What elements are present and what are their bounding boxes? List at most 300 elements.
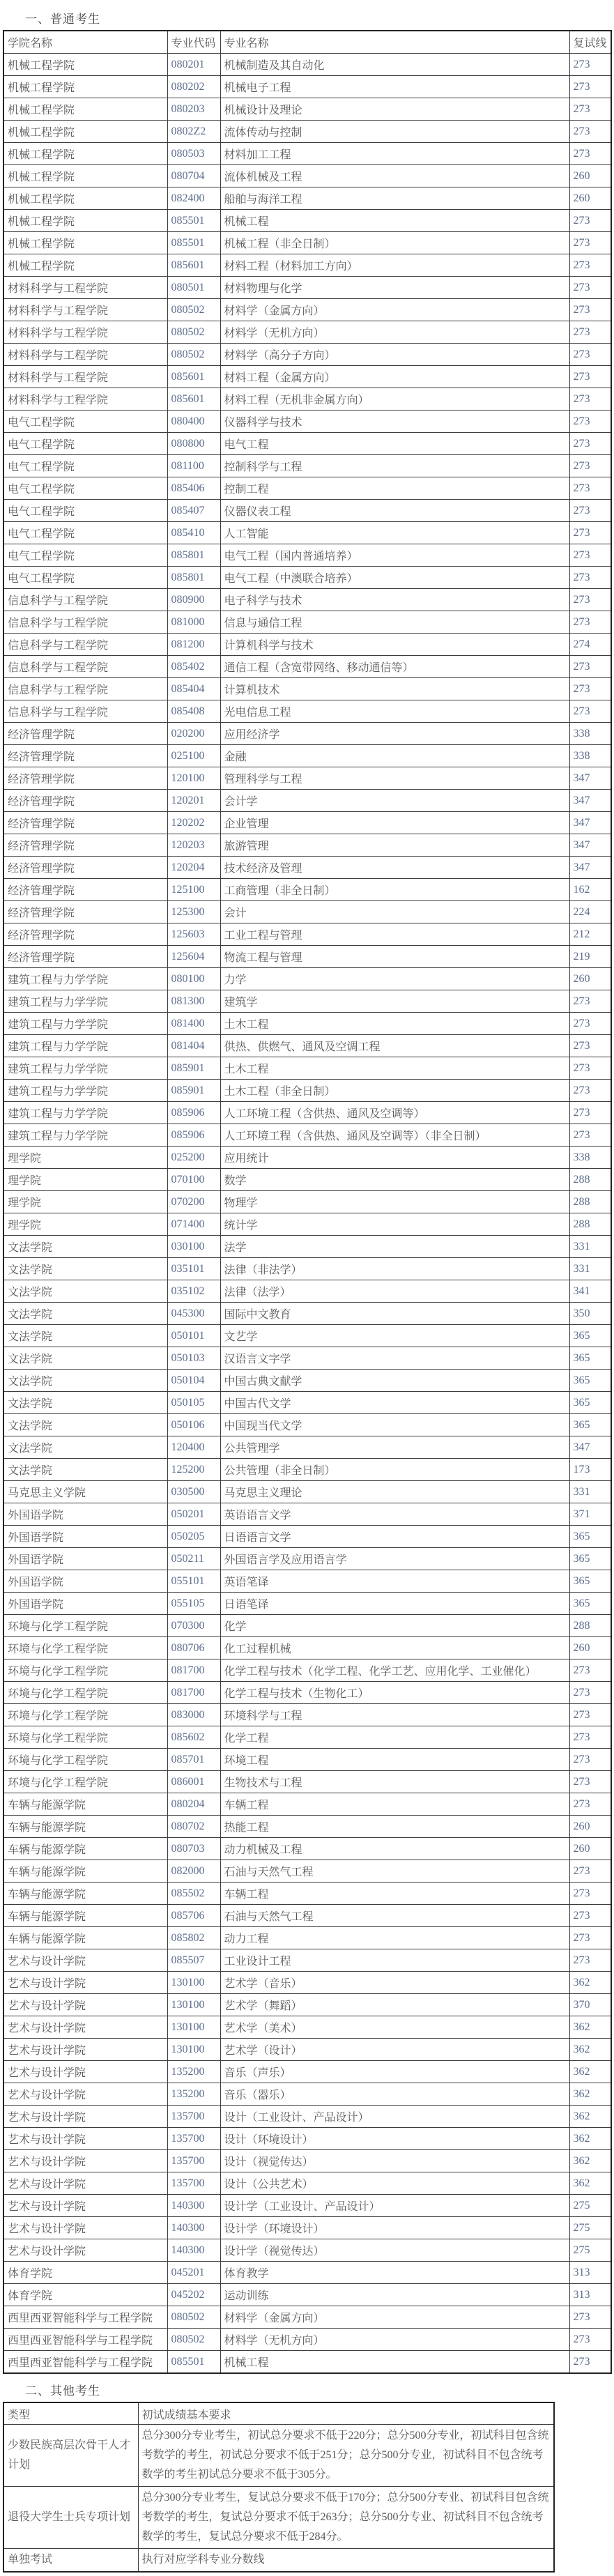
cell: 080503 bbox=[167, 143, 220, 165]
table-row bbox=[3, 1526, 611, 1548]
table-row bbox=[3, 143, 611, 165]
cell: 管理科学与工程 bbox=[220, 767, 569, 790]
cell: 文艺学 bbox=[220, 1325, 569, 1347]
cell: 工商管理（非全日制） bbox=[220, 879, 569, 901]
cell: 材料科学与工程学院 bbox=[3, 299, 167, 321]
cell: 艺术与设计学院 bbox=[3, 2016, 167, 2039]
section2-title: 二、其他考生 bbox=[25, 2384, 100, 2398]
cell: 材料科学与工程学院 bbox=[3, 344, 167, 366]
cell: 365 bbox=[569, 1325, 611, 1347]
cell: 085706 bbox=[167, 1905, 220, 1927]
cell: 经济管理学院 bbox=[3, 767, 167, 790]
cell: 080703 bbox=[167, 1838, 220, 1860]
cell: 艺术与设计学院 bbox=[3, 2172, 167, 2195]
cell: 288 bbox=[569, 1615, 611, 1637]
table-row bbox=[3, 567, 611, 589]
cell: 273 bbox=[569, 1035, 611, 1057]
cell: 347 bbox=[569, 857, 611, 879]
table-row bbox=[3, 76, 611, 98]
cell: 085602 bbox=[167, 1726, 220, 1749]
table-row bbox=[3, 879, 611, 901]
cell: 车辆与能源学院 bbox=[3, 1816, 167, 1838]
cell: 经济管理学院 bbox=[3, 790, 167, 812]
cell: 025200 bbox=[167, 1147, 220, 1169]
cell: 金融 bbox=[220, 745, 569, 767]
cell: 艺术与设计学院 bbox=[3, 2128, 167, 2150]
cell: 273 bbox=[569, 277, 611, 299]
cell: 085601 bbox=[167, 388, 220, 411]
cell: 仪器仪表工程 bbox=[220, 500, 569, 522]
table-row bbox=[3, 1370, 611, 1392]
cell: 艺术与设计学院 bbox=[3, 2239, 167, 2262]
cell: 文法学院 bbox=[3, 1236, 167, 1258]
cell: 数学 bbox=[220, 1169, 569, 1191]
cell: 信息科学与工程学院 bbox=[3, 589, 167, 611]
cell: 071400 bbox=[167, 1213, 220, 1236]
cell: 信息科学与工程学院 bbox=[3, 611, 167, 634]
table-row bbox=[3, 1838, 611, 1860]
table-header-row bbox=[3, 2402, 554, 2425]
table-row bbox=[3, 1080, 611, 1102]
table-row bbox=[3, 1481, 611, 1503]
cell: 建筑工程与力学学院 bbox=[3, 1013, 167, 1035]
cell: 331 bbox=[569, 1236, 611, 1258]
cell: 260 bbox=[569, 187, 611, 210]
cell: 120100 bbox=[167, 767, 220, 790]
table-row bbox=[3, 1793, 611, 1816]
table-row bbox=[3, 1637, 611, 1659]
cell: 365 bbox=[569, 1548, 611, 1570]
column-header-requirement: 初试成绩基本要求 bbox=[138, 2402, 554, 2425]
cell: 085801 bbox=[167, 567, 220, 589]
cell: 法律（法学） bbox=[220, 1280, 569, 1303]
table-row bbox=[3, 1860, 611, 1883]
cell: 建筑工程与力学学院 bbox=[3, 1035, 167, 1057]
cell: 273 bbox=[569, 1883, 611, 1905]
cell: 273 bbox=[569, 1080, 611, 1102]
cell: 经济管理学院 bbox=[3, 879, 167, 901]
cell: 030100 bbox=[167, 1236, 220, 1258]
cell: 艺术学（设计） bbox=[220, 2039, 569, 2061]
cell: 材料工程（金属方向） bbox=[220, 366, 569, 388]
cell: 艺术学（舞蹈） bbox=[220, 1994, 569, 2016]
table-row bbox=[3, 433, 611, 455]
cell: 085906 bbox=[167, 1124, 220, 1147]
cell: 电气工程学院 bbox=[3, 433, 167, 455]
cell: 273 bbox=[569, 1659, 611, 1682]
cell: 技术经济及管理 bbox=[220, 857, 569, 879]
cell: 273 bbox=[569, 2306, 611, 2329]
cell: 273 bbox=[569, 1949, 611, 1972]
cell: 260 bbox=[569, 1838, 611, 1860]
cell: 080706 bbox=[167, 1637, 220, 1659]
cell: 材料学（高分子方向） bbox=[220, 344, 569, 366]
cell: 080501 bbox=[167, 277, 220, 299]
cell: 音乐（器乐） bbox=[220, 2083, 569, 2106]
cell: 080204 bbox=[167, 1793, 220, 1816]
cell: 313 bbox=[569, 2262, 611, 2284]
table-row bbox=[3, 946, 611, 968]
cell: 信息与通信工程 bbox=[220, 611, 569, 634]
cell: 环境与化学工程学院 bbox=[3, 1749, 167, 1771]
cell: 仪器科学与技术 bbox=[220, 411, 569, 433]
table-row bbox=[3, 254, 611, 277]
cell: 070100 bbox=[167, 1169, 220, 1191]
cell: 350 bbox=[569, 1303, 611, 1325]
cell: 020200 bbox=[167, 723, 220, 745]
cell: 080400 bbox=[167, 411, 220, 433]
cell: 035101 bbox=[167, 1258, 220, 1280]
table-row bbox=[3, 1949, 611, 1972]
cell: 人工智能 bbox=[220, 522, 569, 544]
cell: 050104 bbox=[167, 1370, 220, 1392]
cell: 135700 bbox=[167, 2172, 220, 2195]
cell: 艺术学（音乐） bbox=[220, 1972, 569, 1994]
table-row bbox=[3, 1258, 611, 1280]
table-row bbox=[3, 2239, 611, 2262]
cell: 273 bbox=[569, 567, 611, 589]
cell: 体育学院 bbox=[3, 2284, 167, 2306]
cell: 车辆与能源学院 bbox=[3, 1838, 167, 1860]
cell: 设计（视觉传达） bbox=[220, 2150, 569, 2172]
column-header-type: 类型 bbox=[3, 2402, 138, 2425]
cell: 362 bbox=[569, 2061, 611, 2083]
cell: 050105 bbox=[167, 1392, 220, 1414]
cell: 应用经济学 bbox=[220, 723, 569, 745]
cell: 085802 bbox=[167, 1927, 220, 1949]
table-row bbox=[3, 1659, 611, 1682]
table-row bbox=[3, 745, 611, 767]
cell: 热能工程 bbox=[220, 1816, 569, 1838]
table-row bbox=[3, 812, 611, 834]
cell: 120203 bbox=[167, 834, 220, 857]
cell: 化学工程与技术（化学工程、化学工艺、应用化学、工业催化） bbox=[220, 1659, 569, 1682]
table-row bbox=[3, 366, 611, 388]
cell: 130100 bbox=[167, 2016, 220, 2039]
cell: 085408 bbox=[167, 700, 220, 723]
table-row bbox=[3, 1057, 611, 1080]
cell: 环境与化学工程学院 bbox=[3, 1726, 167, 1749]
cell: 273 bbox=[569, 76, 611, 98]
cell: 120204 bbox=[167, 857, 220, 879]
cell: 材料学（无机方向） bbox=[220, 2329, 569, 2351]
cell: 西里西亚智能科学与工程学院 bbox=[3, 2351, 167, 2374]
cell: 外国语学院 bbox=[3, 1526, 167, 1548]
cell: 中国现当代文学 bbox=[220, 1414, 569, 1436]
cell: 273 bbox=[569, 1749, 611, 1771]
table-row bbox=[3, 589, 611, 611]
table-row bbox=[3, 611, 611, 634]
table-row bbox=[3, 2262, 611, 2284]
cell: 338 bbox=[569, 745, 611, 767]
column-header-major-name: 专业名称 bbox=[220, 31, 569, 54]
cell: 电气工程学院 bbox=[3, 500, 167, 522]
cell: 会计学 bbox=[220, 790, 569, 812]
table-row bbox=[3, 1972, 611, 1994]
cell: 050211 bbox=[167, 1548, 220, 1570]
cell: 338 bbox=[569, 1147, 611, 1169]
cell: 085901 bbox=[167, 1057, 220, 1080]
table-row bbox=[3, 1503, 611, 1526]
table-row bbox=[3, 2106, 611, 2128]
table-row bbox=[3, 1771, 611, 1793]
cell: 347 bbox=[569, 812, 611, 834]
cell: 艺术与设计学院 bbox=[3, 2083, 167, 2106]
cell: 273 bbox=[569, 2351, 611, 2374]
cell: 273 bbox=[569, 366, 611, 388]
cell: 车辆与能源学院 bbox=[3, 1905, 167, 1927]
cell: 273 bbox=[569, 656, 611, 678]
cell: 082000 bbox=[167, 1860, 220, 1883]
cell: 273 bbox=[569, 544, 611, 567]
cell: 信息科学与工程学院 bbox=[3, 634, 167, 656]
cell: 建筑工程与力学学院 bbox=[3, 968, 167, 990]
cell: 288 bbox=[569, 1169, 611, 1191]
cell: 机械电子工程 bbox=[220, 76, 569, 98]
cell: 347 bbox=[569, 767, 611, 790]
cell: 085906 bbox=[167, 1102, 220, 1124]
table-row bbox=[3, 1392, 611, 1414]
cell: 080502 bbox=[167, 299, 220, 321]
cell: 音乐（声乐） bbox=[220, 2061, 569, 2083]
cell: 应用统计 bbox=[220, 1147, 569, 1169]
cell: 273 bbox=[569, 455, 611, 477]
cell: 085407 bbox=[167, 500, 220, 522]
cell: 085502 bbox=[167, 1883, 220, 1905]
cell: 086001 bbox=[167, 1771, 220, 1793]
cell: 文法学院 bbox=[3, 1325, 167, 1347]
cell: 经济管理学院 bbox=[3, 923, 167, 946]
cell: 理学院 bbox=[3, 1169, 167, 1191]
cell: 260 bbox=[569, 165, 611, 187]
table-row bbox=[3, 1414, 611, 1436]
cell: 体育学院 bbox=[3, 2262, 167, 2284]
table-row bbox=[3, 2217, 611, 2239]
table-row bbox=[3, 901, 611, 923]
table-row bbox=[3, 321, 611, 344]
cell: 273 bbox=[569, 1124, 611, 1147]
cell: 273 bbox=[569, 232, 611, 254]
cell: 材料科学与工程学院 bbox=[3, 321, 167, 344]
cell: 273 bbox=[569, 433, 611, 455]
table-row bbox=[3, 500, 611, 522]
cell: 080203 bbox=[167, 98, 220, 121]
cell: 273 bbox=[569, 1013, 611, 1035]
cell: 260 bbox=[569, 1816, 611, 1838]
cell: 362 bbox=[569, 2128, 611, 2150]
table-row bbox=[3, 1905, 611, 1927]
column-header-retest-line: 复试线 bbox=[569, 31, 611, 54]
cell: 338 bbox=[569, 723, 611, 745]
cell: 273 bbox=[569, 1860, 611, 1883]
cell: 085501 bbox=[167, 2351, 220, 2374]
cell: 动力工程 bbox=[220, 1927, 569, 1949]
cell: 081200 bbox=[167, 634, 220, 656]
cell: 365 bbox=[569, 1570, 611, 1593]
cell: 365 bbox=[569, 1414, 611, 1436]
table-row bbox=[3, 232, 611, 254]
cell: 计算机科学与技术 bbox=[220, 634, 569, 656]
cell: 马克思主义学院 bbox=[3, 1481, 167, 1503]
cell: 工业工程与管理 bbox=[220, 923, 569, 946]
cell: 材料学（无机方向） bbox=[220, 321, 569, 344]
cell: 机械工程 bbox=[220, 210, 569, 232]
cell: 125604 bbox=[167, 946, 220, 968]
cell: 125603 bbox=[167, 923, 220, 946]
cell: 机械工程学院 bbox=[3, 121, 167, 143]
table-row bbox=[3, 1570, 611, 1593]
cell: 中国古典文献学 bbox=[220, 1370, 569, 1392]
cell: 273 bbox=[569, 299, 611, 321]
cell: 273 bbox=[569, 611, 611, 634]
cell: 273 bbox=[569, 388, 611, 411]
cell: 材料学（金属方向） bbox=[220, 299, 569, 321]
cell: 081100 bbox=[167, 455, 220, 477]
cell: 退役大学生士兵专项计划 bbox=[3, 2487, 138, 2549]
cell: 050205 bbox=[167, 1526, 220, 1548]
cell: 企业管理 bbox=[220, 812, 569, 834]
table-row bbox=[3, 634, 611, 656]
cell: 车辆工程 bbox=[220, 1793, 569, 1816]
cell: 外国语学院 bbox=[3, 1548, 167, 1570]
cell: 273 bbox=[569, 2329, 611, 2351]
table-row bbox=[3, 834, 611, 857]
table-row bbox=[3, 455, 611, 477]
cell: 273 bbox=[569, 210, 611, 232]
cell: 流体机械及工程 bbox=[220, 165, 569, 187]
cell: 273 bbox=[569, 121, 611, 143]
cell: 外国语学院 bbox=[3, 1570, 167, 1593]
cell: 电气工程学院 bbox=[3, 455, 167, 477]
cell: 030500 bbox=[167, 1481, 220, 1503]
table-row bbox=[3, 1213, 611, 1236]
cell: 机械工程学院 bbox=[3, 165, 167, 187]
other-table-body bbox=[3, 2425, 554, 2573]
cell: 设计（公共艺术） bbox=[220, 2172, 569, 2195]
cell: 信息科学与工程学院 bbox=[3, 678, 167, 700]
cell: 362 bbox=[569, 2106, 611, 2128]
table-row bbox=[3, 968, 611, 990]
cell: 371 bbox=[569, 1503, 611, 1526]
cell: 人工环境工程（含供热、通风及空调等）（非全日制） bbox=[220, 1124, 569, 1147]
cell: 135200 bbox=[167, 2083, 220, 2106]
cell: 275 bbox=[569, 2239, 611, 2262]
table-row bbox=[3, 1303, 611, 1325]
table-row bbox=[3, 344, 611, 366]
cell: 机械工程学院 bbox=[3, 98, 167, 121]
cell: 275 bbox=[569, 2195, 611, 2217]
cell: 273 bbox=[569, 1927, 611, 1949]
cell: 外国语学院 bbox=[3, 1503, 167, 1526]
cell: 建筑工程与力学学院 bbox=[3, 1080, 167, 1102]
cell: 085402 bbox=[167, 656, 220, 678]
cell: 设计（工业设计、产品设计） bbox=[220, 2106, 569, 2128]
table-row bbox=[3, 2284, 611, 2306]
cell: 经济管理学院 bbox=[3, 946, 167, 968]
score-table-body bbox=[3, 54, 611, 2374]
cell: 文法学院 bbox=[3, 1258, 167, 1280]
cell: 电气工程（国内普通培养） bbox=[220, 544, 569, 567]
cell: 物流工程与管理 bbox=[220, 946, 569, 968]
table-row bbox=[3, 1726, 611, 1749]
column-header-college: 学院名称 bbox=[3, 31, 167, 54]
table-row bbox=[3, 210, 611, 232]
cell: 石油与天然气工程 bbox=[220, 1860, 569, 1883]
table-row bbox=[3, 656, 611, 678]
cell: 材料加工工程 bbox=[220, 143, 569, 165]
cell: 219 bbox=[569, 946, 611, 968]
table-row bbox=[3, 790, 611, 812]
cell: 273 bbox=[569, 98, 611, 121]
table-row bbox=[3, 165, 611, 187]
cell: 362 bbox=[569, 1972, 611, 1994]
cell: 中国古代文学 bbox=[220, 1392, 569, 1414]
cell: 机械工程学院 bbox=[3, 210, 167, 232]
cell: 艺术与设计学院 bbox=[3, 1994, 167, 2016]
cell: 机械工程 bbox=[220, 2351, 569, 2374]
cell: 050106 bbox=[167, 1414, 220, 1436]
cell: 机械工程（非全日制） bbox=[220, 232, 569, 254]
table-row bbox=[3, 121, 611, 143]
cell: 331 bbox=[569, 1258, 611, 1280]
cell: 273 bbox=[569, 700, 611, 723]
cell: 车辆与能源学院 bbox=[3, 1927, 167, 1949]
table-row bbox=[3, 1593, 611, 1615]
cell: 英语语言文学 bbox=[220, 1503, 569, 1526]
table-row bbox=[3, 2425, 554, 2487]
cell: 西里西亚智能科学与工程学院 bbox=[3, 2306, 167, 2329]
cell: 082400 bbox=[167, 187, 220, 210]
cell: 120400 bbox=[167, 1436, 220, 1459]
cell: 085406 bbox=[167, 477, 220, 500]
section1-title: 一、普通考生 bbox=[25, 13, 100, 26]
cell: 365 bbox=[569, 1347, 611, 1370]
table-row bbox=[3, 54, 611, 76]
cell: 273 bbox=[569, 54, 611, 76]
cell: 环境工程 bbox=[220, 1749, 569, 1771]
table-row bbox=[3, 477, 611, 500]
cell: 273 bbox=[569, 477, 611, 500]
cell: 电气工程（中澳联合培养） bbox=[220, 567, 569, 589]
cell: 船舶与海洋工程 bbox=[220, 187, 569, 210]
cell: 国际中文教育 bbox=[220, 1303, 569, 1325]
cell: 电气工程学院 bbox=[3, 477, 167, 500]
cell: 288 bbox=[569, 1213, 611, 1236]
cell: 085901 bbox=[167, 1080, 220, 1102]
table-row bbox=[3, 411, 611, 433]
cell: 土木工程 bbox=[220, 1013, 569, 1035]
cell: 日语语言文学 bbox=[220, 1526, 569, 1548]
cell: 建筑工程与力学学院 bbox=[3, 990, 167, 1013]
table-row bbox=[3, 1927, 611, 1949]
cell: 化学 bbox=[220, 1615, 569, 1637]
cell: 旅游管理 bbox=[220, 834, 569, 857]
cell: 材料工程（材料加工方向） bbox=[220, 254, 569, 277]
cell: 文法学院 bbox=[3, 1414, 167, 1436]
table-row bbox=[3, 2329, 611, 2351]
cell: 环境与化学工程学院 bbox=[3, 1682, 167, 1704]
cell: 080100 bbox=[167, 968, 220, 990]
cell: 马克思主义理论 bbox=[220, 1481, 569, 1503]
cell: 机械工程学院 bbox=[3, 143, 167, 165]
cell: 085410 bbox=[167, 522, 220, 544]
table-row bbox=[3, 767, 611, 790]
cell: 130100 bbox=[167, 1972, 220, 1994]
table-row bbox=[3, 1816, 611, 1838]
cell: 机械工程学院 bbox=[3, 254, 167, 277]
cell: 081300 bbox=[167, 990, 220, 1013]
cell: 273 bbox=[569, 1905, 611, 1927]
